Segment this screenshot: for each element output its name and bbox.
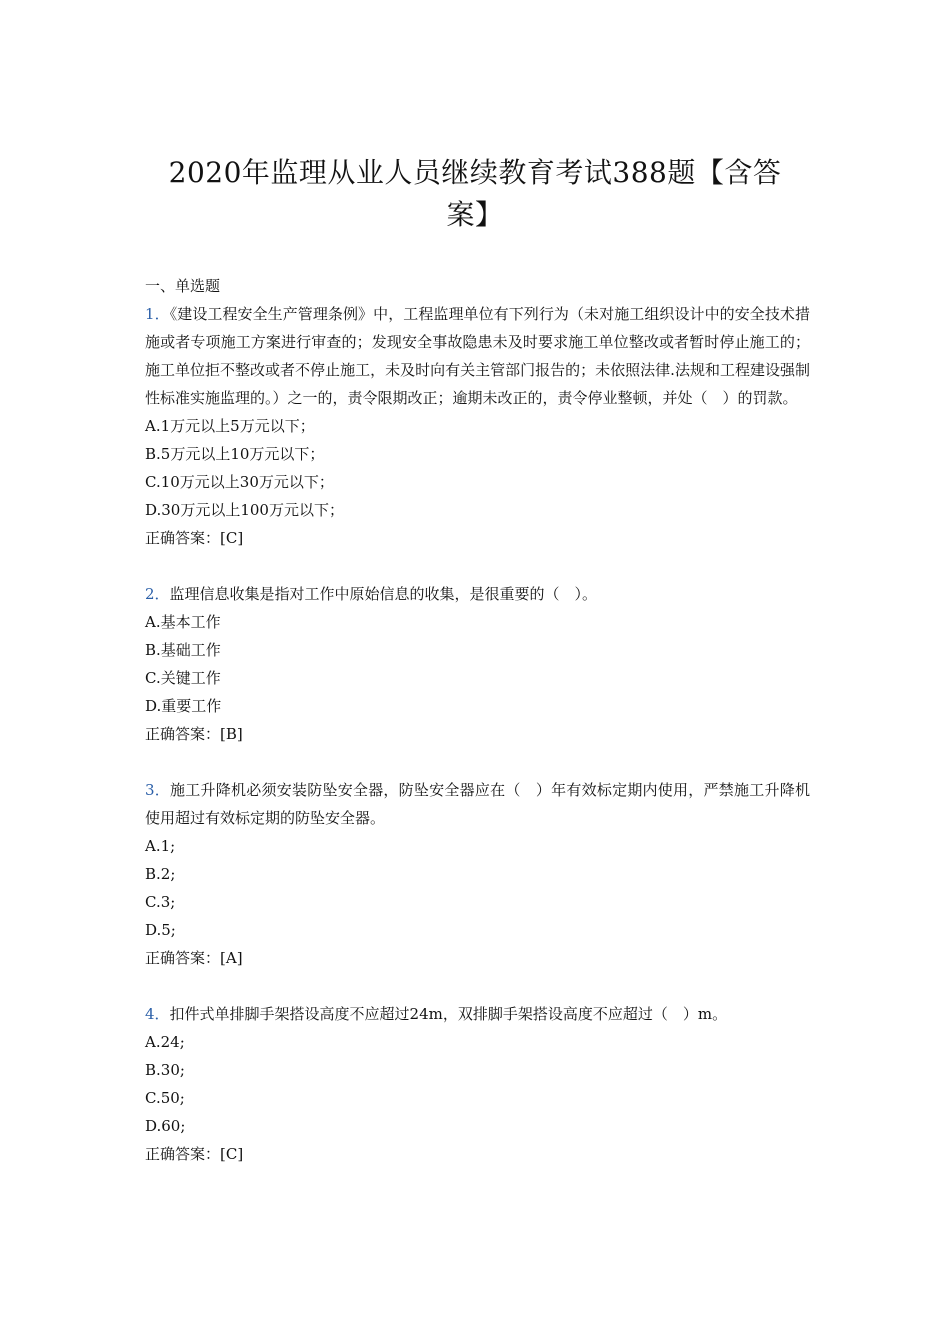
question-4 xyxy=(145,1000,810,1168)
question-spacer xyxy=(145,552,810,580)
document-title-line-1: 2020年监理从业人员继续教育考试388题【含答 xyxy=(168,156,782,189)
question-spacer xyxy=(145,972,810,1000)
question-text: 施工升降机必须安装防坠安全器，防坠安全器应在（ ）年有效标定期内使用，严禁施工升降机使用超过有效标定期的防坠安全器。 xyxy=(145,781,810,827)
question-number: 4． xyxy=(145,1005,170,1023)
correct-answer xyxy=(145,524,810,552)
answer-value: [B] xyxy=(220,725,243,743)
option-a: A.24; xyxy=(145,1033,185,1051)
option-d: D.60; xyxy=(145,1117,186,1135)
section-heading: 一、单选题 xyxy=(145,277,221,295)
answer-value: [A] xyxy=(220,949,243,967)
question-text: 监理信息收集是指对工作中原始信息的收集，是很重要的（ ）。 xyxy=(169,585,598,603)
correct-answer xyxy=(145,944,810,972)
option-a: A.1万元以上5万元以下； xyxy=(145,417,315,435)
option-b: B.5万元以上10万元以下； xyxy=(145,445,325,463)
question-stem xyxy=(145,1000,810,1028)
option-c: C.10万元以上30万元以下； xyxy=(145,473,334,491)
answer-value: [C] xyxy=(220,1145,244,1163)
question-2 xyxy=(145,580,810,748)
option-b: B.基础工作 xyxy=(145,641,221,659)
question-stem xyxy=(145,300,810,412)
option-b: B.2; xyxy=(145,865,176,883)
question-number: 2． xyxy=(145,585,170,603)
question-stem xyxy=(145,776,810,832)
answer-prefix: 正确答案： xyxy=(145,725,221,743)
option-c: C.关键工作 xyxy=(145,669,221,687)
option-d: D.30万元以上100万元以下； xyxy=(145,501,344,519)
answer-value: [C] xyxy=(220,529,244,547)
answer-prefix: 正确答案： xyxy=(145,1145,221,1163)
option-c: C.50; xyxy=(145,1089,185,1107)
document-body xyxy=(145,272,810,1168)
question-3 xyxy=(145,776,810,972)
question-text: 《建设工程安全生产管理条例》中，工程监理单位有下列行为（未对施工组织设计中的安全技术措施或者专项施工方案进行审查的；发现安全事故隐患未及时要求施工单位整改或者暂时停止施工的；施工单位拒不整改或者不停止施工，未及时向有关主管部门报告的；未依照法律.法规和工程建设强制性标准实施监理的。）之一的，责令限期改正；逾期未改正的，责令停业整顿，并处（ ）的罚款。 xyxy=(145,305,810,407)
option-d: D.重要工作 xyxy=(145,697,222,715)
question-stem xyxy=(145,580,810,608)
answer-prefix: 正确答案： xyxy=(145,949,221,967)
question-text: 扣件式单排脚手架搭设高度不应超过24m，双排脚手架搭设高度不应超过（ ）m。 xyxy=(169,1005,728,1023)
question-number: 1． xyxy=(145,305,170,323)
option-d: D.5; xyxy=(145,921,176,939)
answer-prefix: 正确答案： xyxy=(145,529,221,547)
document-title xyxy=(145,152,805,236)
option-a: A.基本工作 xyxy=(145,613,221,631)
document-title-line-2: 案】 xyxy=(446,198,504,231)
option-c: C.3; xyxy=(145,893,176,911)
option-a: A.1; xyxy=(145,837,176,855)
question-1 xyxy=(145,300,810,552)
question-number: 3． xyxy=(145,781,171,799)
option-b: B.30; xyxy=(145,1061,185,1079)
question-spacer xyxy=(145,748,810,776)
correct-answer xyxy=(145,720,810,748)
correct-answer xyxy=(145,1140,810,1168)
